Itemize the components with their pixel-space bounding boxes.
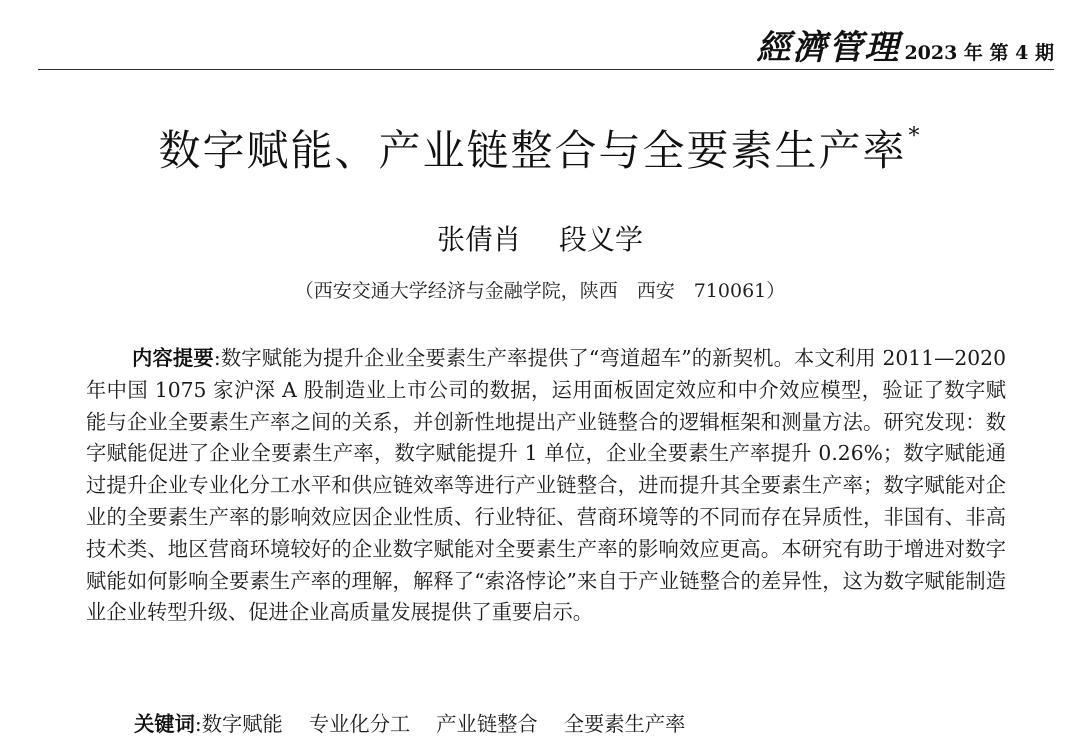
keyword-item: 数字赋能: [201, 712, 283, 736]
journal-header: [756, 20, 1054, 69]
header-rule: [38, 69, 1054, 70]
issue-number: 2023 年 第 4 期: [904, 42, 1054, 64]
author-list: [0, 218, 1080, 258]
title-footnote-mark: *: [908, 124, 922, 149]
title-text: 数字赋能、产业链整合与全要素生产率: [158, 126, 907, 175]
keyword-item: 全要素生产率: [563, 712, 686, 736]
keywords-separator: :: [194, 712, 202, 736]
keywords: [134, 708, 711, 740]
keyword-item: 专业化分工: [308, 712, 411, 736]
article-title: [0, 118, 1080, 178]
affiliation: （西安交通大学经济与金融学院，陕西 西安 710061）: [294, 280, 786, 302]
abstract-label: 内容提要: [132, 346, 214, 370]
author-2: 段义学: [559, 223, 644, 256]
journal-name: 經濟管理: [756, 28, 901, 68]
author-1: 张倩肖: [436, 223, 521, 256]
keyword-item: 产业链整合: [436, 712, 538, 736]
abstract: [86, 343, 1006, 629]
abstract-text: :数字赋能为提升企业全要素生产率提供了“弯道超车”的新契机。本文利用 2011—2020 年中国 1075 家沪深 A 股制造业上市公司的数据，运用面板固定效应和中介效应模型，验证了数字赋能与企业全要素生产率之间的关系，并创新性地提出产业链整合的逻辑框架和测量方法。研究发现：数字赋能促进了企业全要素生产率，数字赋能提升 1 单位，企业全要素生产率提升 0.26%；数字赋能通过提升企业专业化分工水平和供应链效率等进行产业链整合，进而提升其全要素生产率；数字赋能对企业的全要素生产率的影响效应因企业性质、行业特征、营商环境等的不同而存在异质性，非国有、非高技术类、地区营商环境较好的企业数字赋能对全要素生产率的影响效应更高。本研究有助于增进对数字赋能如何影响全要素生产率的理解，解释了“索洛悖论”来自于产业链整合的差异性，这为数字赋能制造业企业转型升级、促进企业高质量发展提供了重要启示。: [86, 346, 1006, 625]
keywords-label: 关键词: [134, 712, 195, 736]
